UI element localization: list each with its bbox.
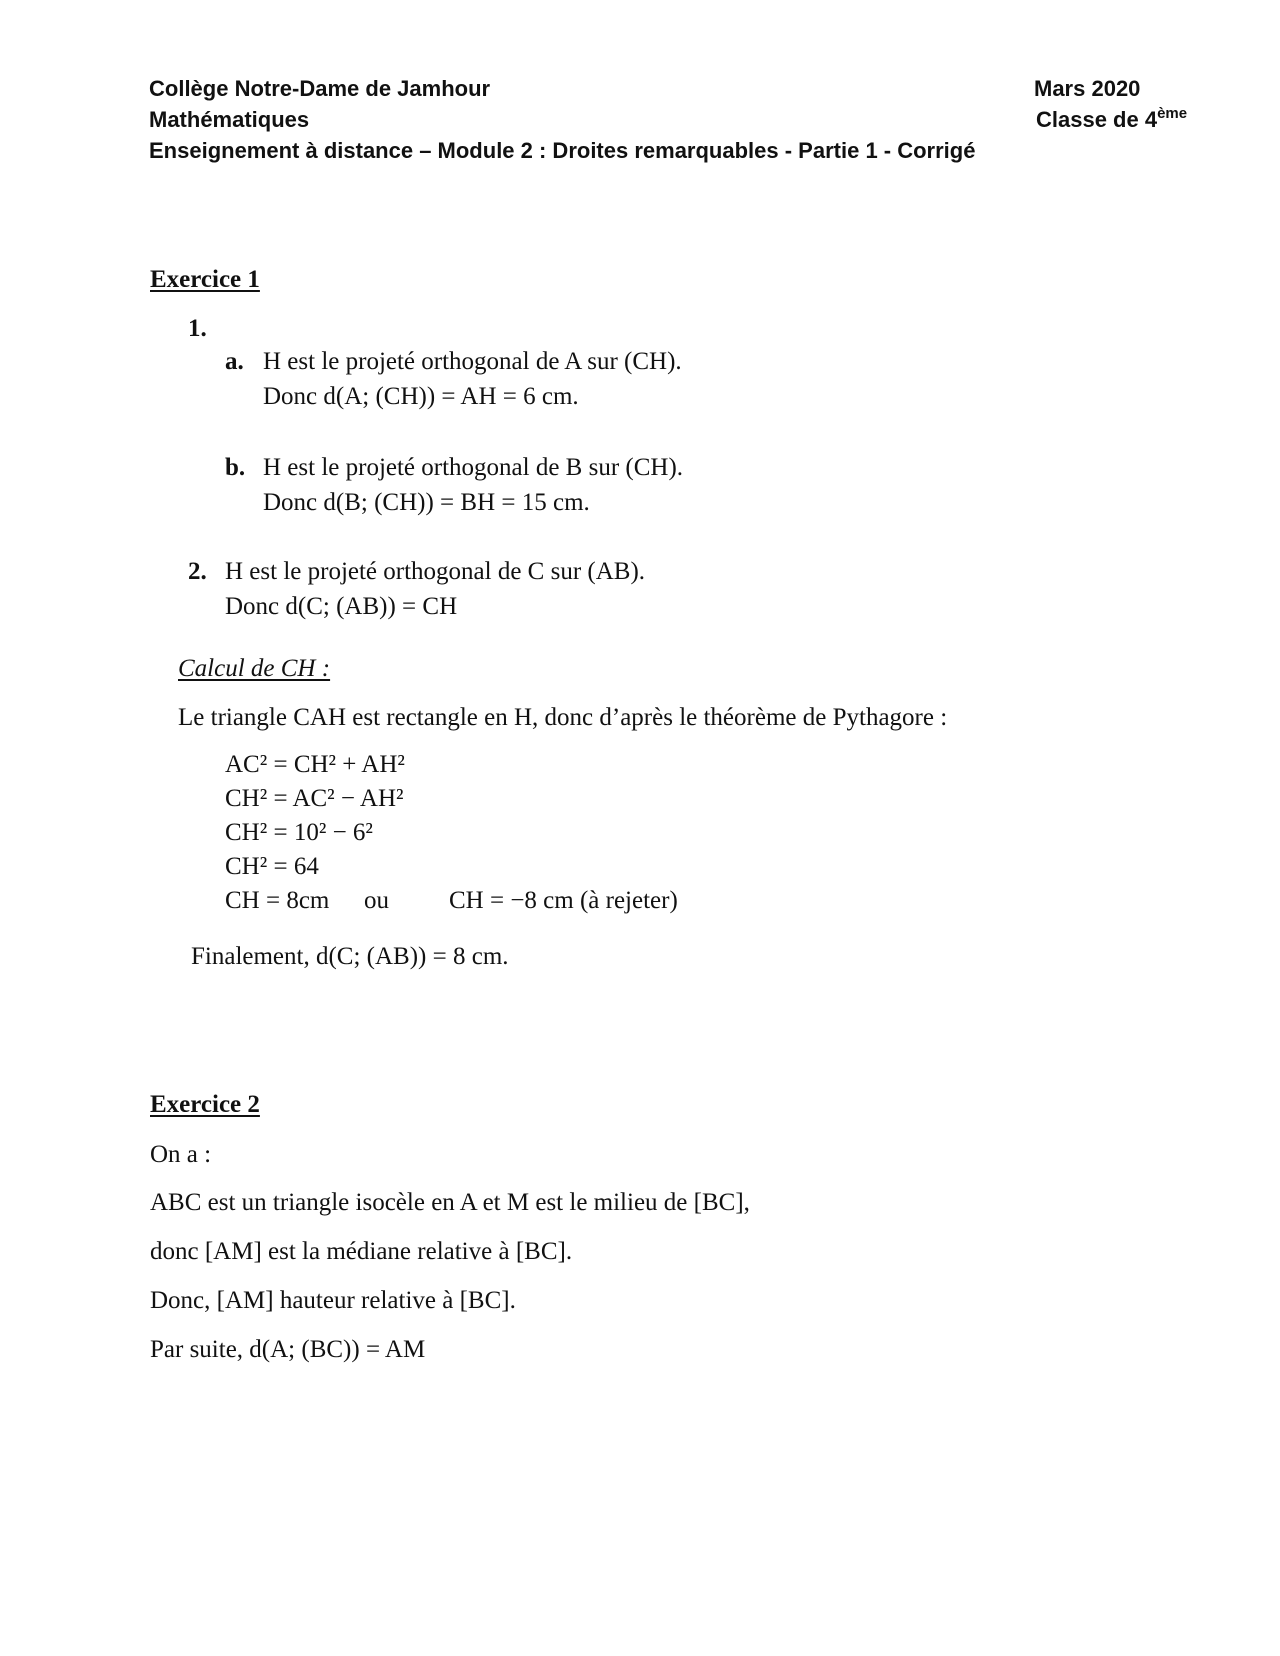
question-2-marker: 2.	[188, 558, 207, 585]
exercise-2-line-4: Donc, [AM] hauteur relative à [BC].	[150, 1287, 516, 1314]
exercise-2-line-5: Par suite, d(A; (BC)) = AM	[150, 1336, 426, 1363]
equation-3: CH² = 10² − 6²	[225, 819, 373, 846]
equation-1: AC² = CH² + AH²	[225, 751, 405, 778]
final-result: Finalement, d(C; (AB)) = 8 cm.	[191, 943, 509, 970]
exercise-2-line-1: On a :	[150, 1141, 212, 1168]
question-1a-line-1: H est le projeté orthogonal de A sur (CH).	[263, 348, 682, 375]
question-1a-line-2: Donc d(A; (CH)) = AH = 6 cm.	[263, 383, 579, 410]
question-1b-line-1: H est le projeté orthogonal de B sur (CH).	[263, 454, 684, 481]
exercise-2-line-2: ABC est un triangle isocèle en A et M est le milieu de [BC],	[150, 1189, 750, 1216]
exercise-2-title: Exercice 2	[150, 1091, 260, 1118]
question-1a-marker: a.	[225, 348, 244, 375]
exercise-2-line-3: donc [AM] est la médiane relative à [BC].	[150, 1238, 573, 1265]
pythagore-statement: Le triangle CAH est rectangle en H, donc d’après le théorème de Pythagore :	[178, 704, 948, 731]
calculation-title: Calcul de CH :	[178, 655, 331, 682]
question-1-marker: 1.	[188, 315, 207, 342]
question-1b-marker: b.	[225, 454, 246, 481]
equation-5-negative: CH = −8 cm (à rejeter)	[449, 887, 678, 914]
subject: Mathématiques	[149, 107, 310, 132]
equation-5-or: ou	[364, 887, 389, 914]
class-level	[1036, 107, 1187, 133]
school-name: Collège Notre-Dame de Jamhour	[149, 76, 491, 101]
equation-2: CH² = AC² − AH²	[225, 785, 404, 812]
class-level-prefix: Classe de 4	[1036, 107, 1158, 132]
question-1b-line-2: Donc d(B; (CH)) = BH = 15 cm.	[263, 489, 590, 516]
date: Mars 2020	[1034, 76, 1141, 101]
question-2-line-2: Donc d(C; (AB)) = CH	[225, 593, 458, 620]
equation-5-positive: CH = 8cm	[225, 887, 330, 914]
class-level-superscript: ème	[1157, 105, 1188, 122]
module-title: Enseignement à distance – Module 2 : Droites remarquables - Partie 1 - Corrigé	[149, 138, 976, 163]
question-2-line-1: H est le projeté orthogonal de C sur (AB).	[225, 558, 646, 585]
equation-4: CH² = 64	[225, 853, 319, 880]
exercise-1-title: Exercice 1	[150, 266, 260, 293]
